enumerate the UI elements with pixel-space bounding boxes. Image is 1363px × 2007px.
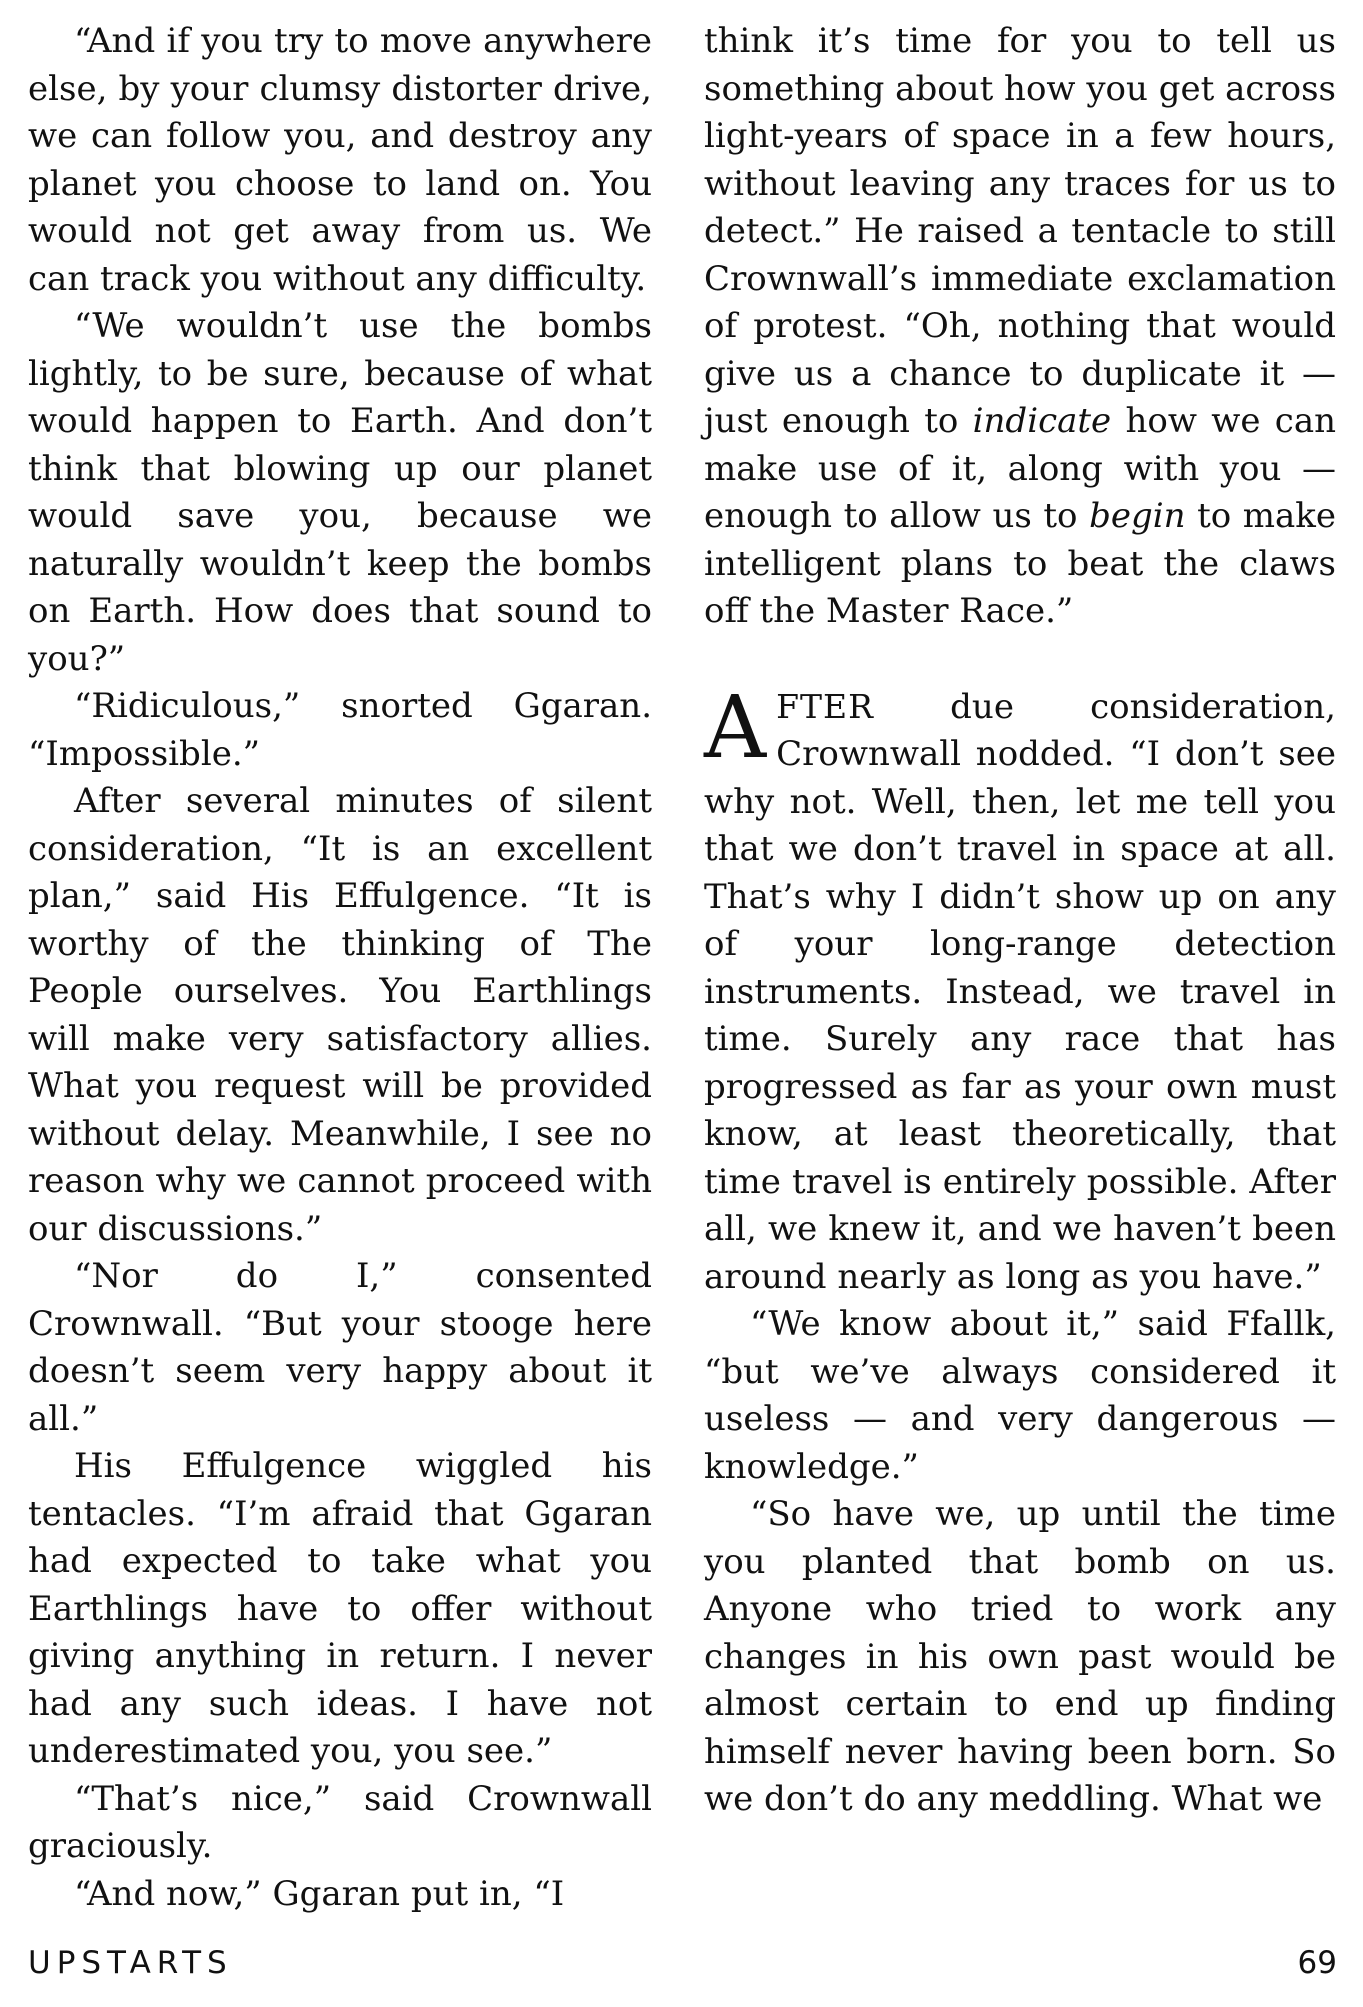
paragraph: “That’s nice,” said Crownwall graciously. bbox=[28, 1778, 652, 1866]
paragraph: “And now,” Ggaran put in, “I bbox=[74, 1873, 565, 1914]
paragraph: “And if you try to move anywhere else, by your clumsy distorter drive, we can follow you, and destroy any planet you choose to land on. You would not get away from us. We can track you without any difficulty. bbox=[28, 21, 652, 299]
italic-text: indicate bbox=[972, 401, 1112, 441]
left-column bbox=[28, 18, 652, 1918]
drop-cap: A bbox=[704, 677, 767, 778]
text-run: to make intelligent plans to beat the claws off the Master Race.” bbox=[704, 496, 1336, 631]
right-column bbox=[704, 18, 1336, 1824]
lead-in-caps: FTER bbox=[776, 686, 874, 726]
paragraph: “Ridiculous,” snorted Ggaran. “Impossible.” bbox=[28, 686, 652, 774]
paragraph: “Nor do I,” consented Crownwall. “But your stooge here doesn’t seem very happy about it all.” bbox=[28, 1256, 652, 1439]
text-run: think it’s time for you to tell us something about how you get across light-years of space in a few hours, without leaving any traces for us to detect.” He raised a tentacle to still Crownwall’s immediate exclamation of protest. “Oh, nothing that would give us a chance to duplicate it — just enough to bbox=[704, 21, 1337, 441]
italic-text: begin bbox=[1089, 496, 1186, 536]
paragraph: “We wouldn’t use the bombs lightly, to be sure, because of what would happen to Earth. And don’t think that blowing up our planet would save you, because we naturally wouldn’t keep the bombs on Earth. How does that sound to you?” bbox=[28, 306, 652, 679]
running-title: UPSTARTS bbox=[28, 1945, 233, 1981]
paragraph-continued bbox=[704, 18, 1336, 636]
paragraph: “So have we, up until the time you planted that bomb on us. Anyone who tried to work any changes in his own past would be almost certain to end up finding himself never having been born. So we don’t do any meddling. What we bbox=[704, 1494, 1336, 1819]
text-run: due consideration, Crownwall nodded. “I don’t see why not. Well, then, let me tell you that we don’t travel in space at all. That’s why I didn’t show up on any of your long-range detection instruments. Instead, we travel in time. Surely any race that has progressed as far as your own must know, at least theoretically, that time travel is entirely possible. After all, we knew it, and we haven’t been around nearly as long as you have.” bbox=[704, 686, 1336, 1297]
section-break bbox=[704, 636, 1336, 683]
page-footer bbox=[28, 1945, 1337, 1989]
paragraph: After several minutes of silent consideration, “It is an excellent plan,” said His Effulgence. “It is worthy of the thinking of The People ourselves. You Earthlings will make very satisfactory allies. What you request will be provided without delay. Meanwhile, I see no reason why we cannot proceed with our discussions.” bbox=[28, 781, 652, 1249]
section-opening-paragraph bbox=[704, 677, 1336, 1302]
text-run: how we can make use of it, along with you — enough to allow us to bbox=[704, 401, 1336, 536]
page-number: 69 bbox=[1297, 1945, 1337, 1981]
paragraph: His Effulgence wiggled his tentacles. “I’m afraid that Ggaran had expected to take what you Earthlings have to offer without giving anything in return. I never had any such ideas. I have not underestimated you, you see.” bbox=[28, 1446, 652, 1771]
paragraph: “We know about it,” said Ffallk, “but we’ve always considered it useless — and very dangerous — knowledge.” bbox=[704, 1304, 1336, 1487]
